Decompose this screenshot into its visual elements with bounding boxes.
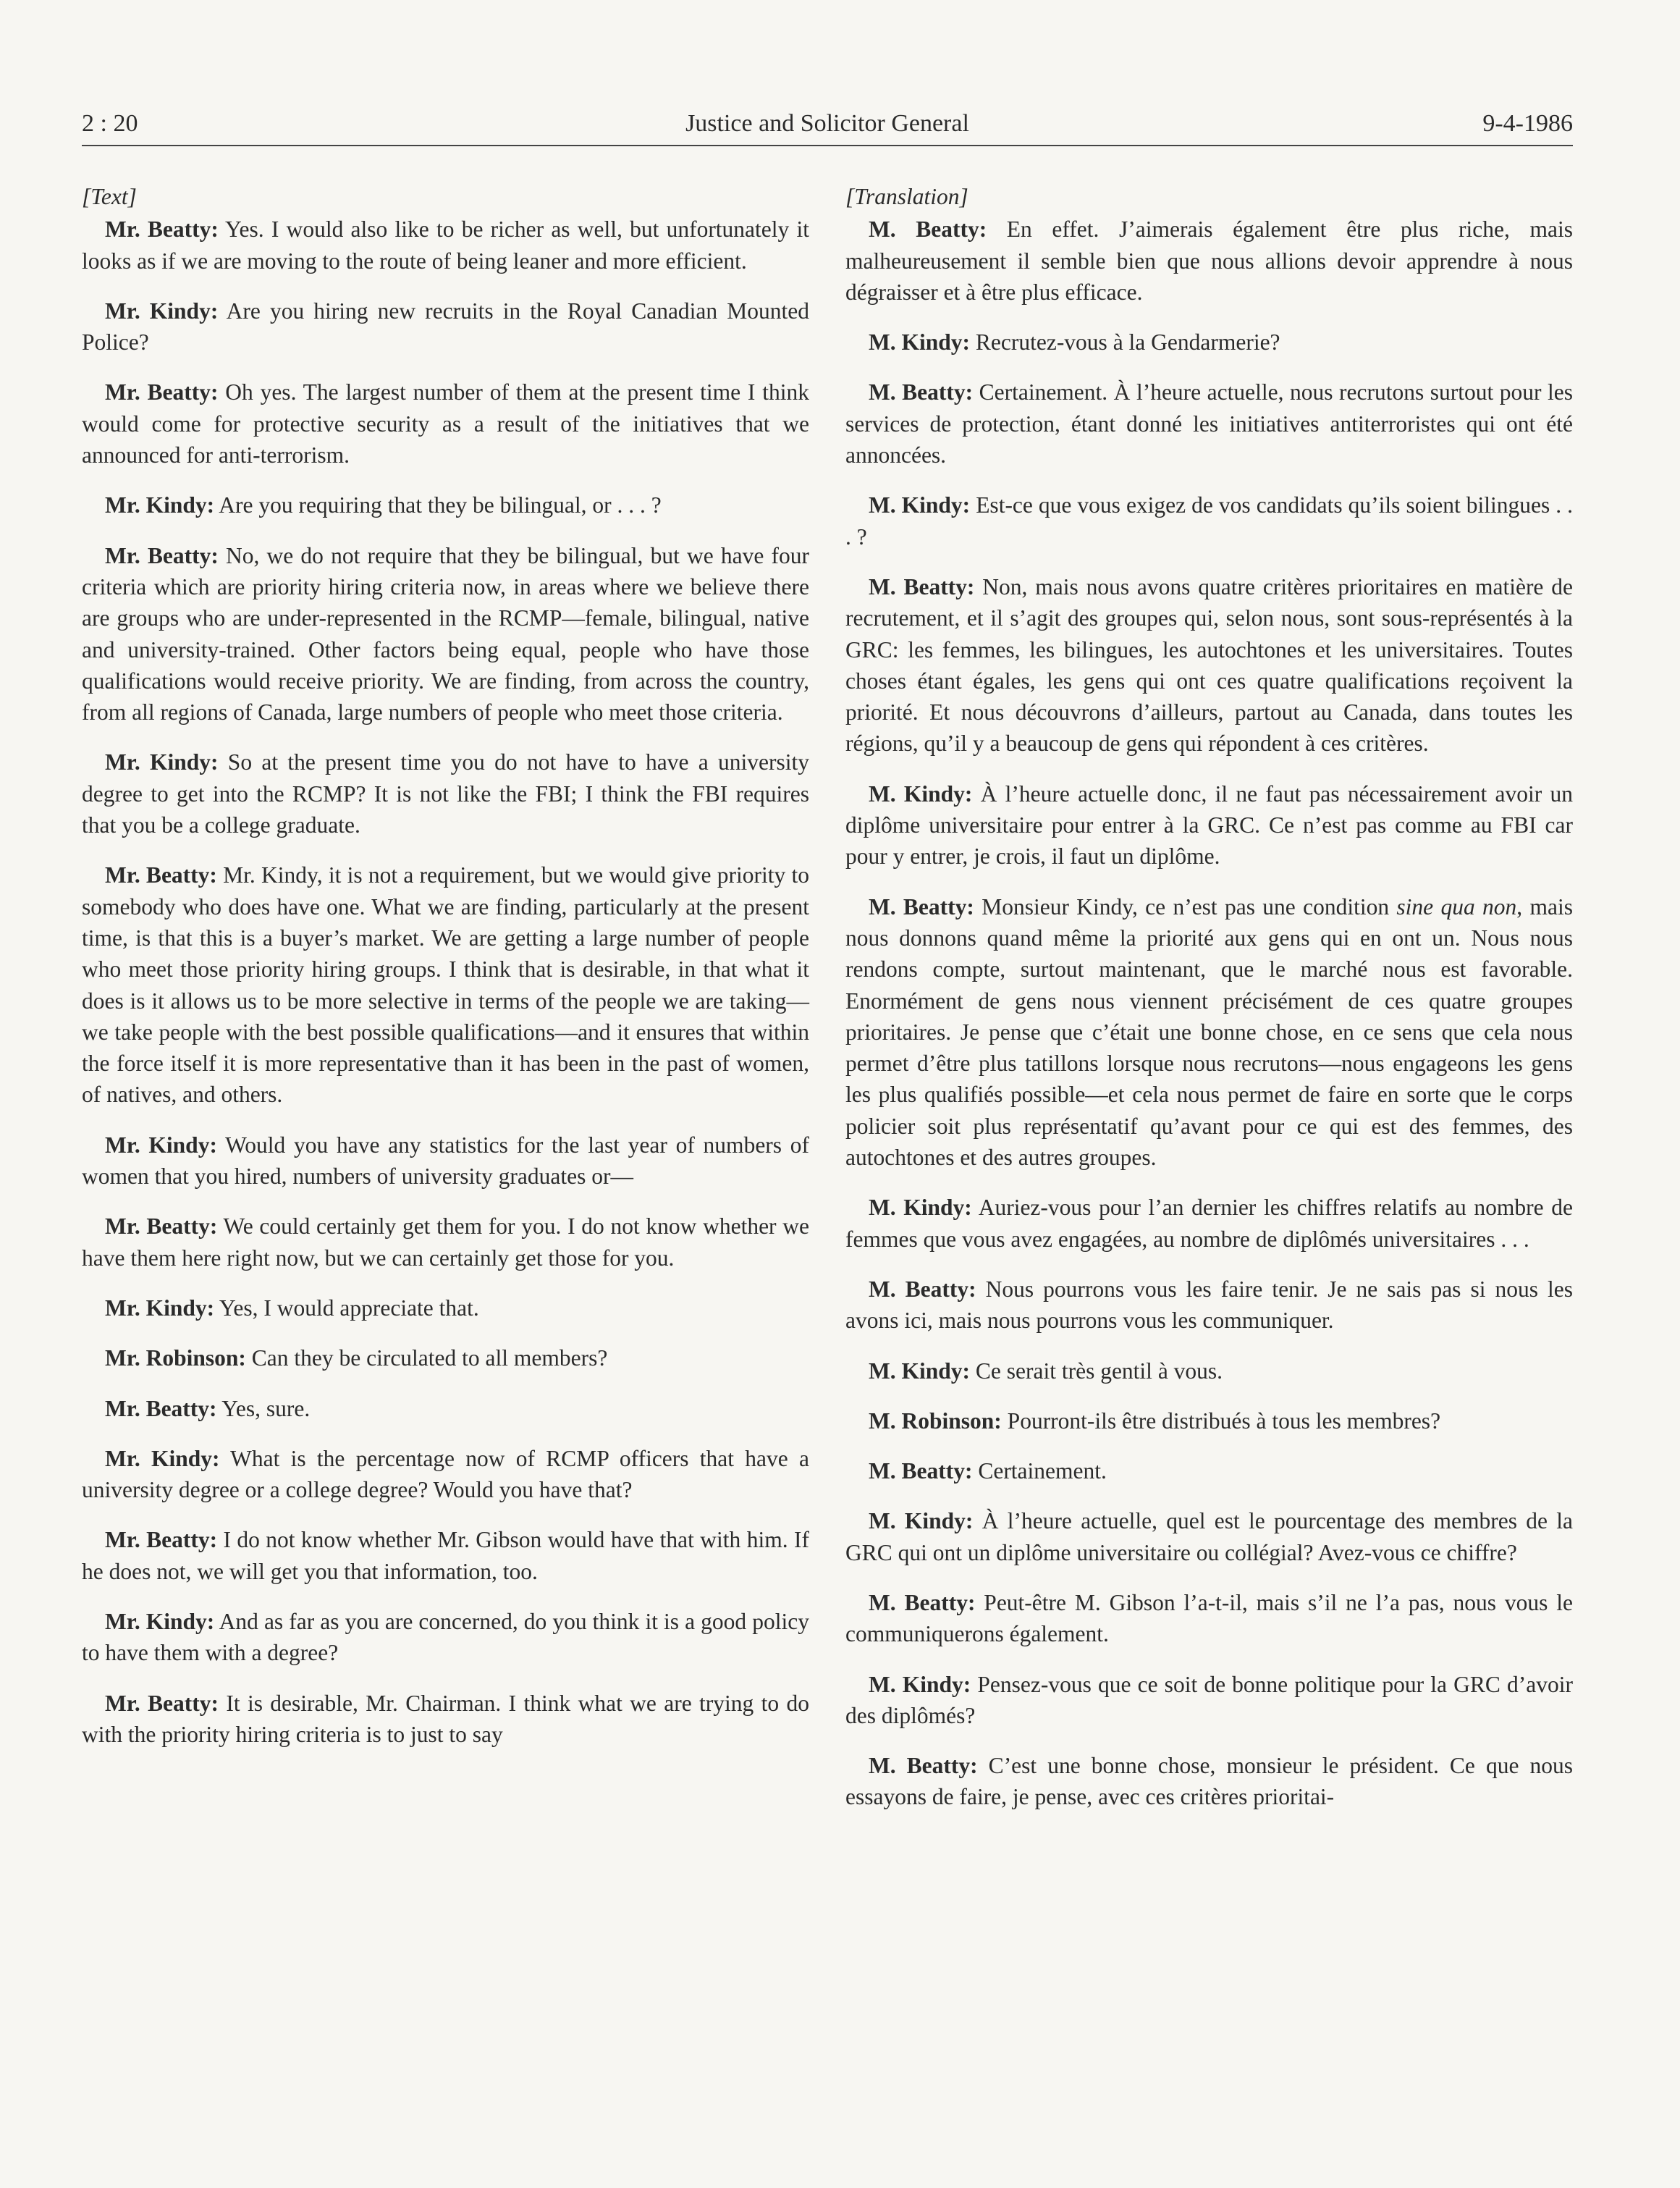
paragraph [845,778,1573,872]
paragraph [845,376,1573,471]
speech: No, we do not require that they be bilingual, but we have four criteria which are priority hiring criteria now, in areas where we believe there are groups who are under-represented in the RCMP—female, bilingual, native and university-trained. Other factors being equal, people who have those qualifications would receive priority. We are finding, from across the country, from all regions of Canada, large numbers of people who meet those criteria. [82,542,809,725]
speech: Est-ce que vous exigez de vos candidats qu’ils soient bilingues . . . ? [845,492,1574,550]
speaker: M. Kindy: [869,1358,971,1384]
speaker: Mr. Beatty: [105,1527,218,1553]
paragraph [82,1688,809,1751]
paragraph [845,1405,1573,1436]
paragraph [845,1750,1573,1813]
speech: Recrutez-vous à la Gendarmerie? [970,329,1280,355]
column-label: [Translation] [845,184,968,209]
speech: Pourront-ils être distribués à tous les membres? [1001,1408,1441,1434]
paragraph [845,1355,1573,1387]
speech: Monsieur Kindy, ce n’est pas une condition [974,893,1397,920]
speech: So at the present time you do not have to have a university degree to get into the RCMP? It is not like the FBI; I think the FBI requires that you be a college graduate. [82,749,809,838]
speech: What is the percentage now of RCMP officers that have a university degree or a college degree? Would you have that? [82,1445,809,1503]
speech: And as far as you are concerned, do you think it is a good policy to have them with a degree? [82,1608,809,1666]
speaker: Mr. Beatty: [105,379,219,405]
speech: Can they be circulated to all members? [245,1345,608,1371]
paragraph [82,746,809,841]
speech: Yes, I would appreciate that. [214,1295,479,1321]
speech: À l’heure actuelle donc, il ne faut pas nécessairement avoir un diplôme universitaire pour entrer à la GRC. Ce n’est pas comme au FBI car pour y entrer, je crois, il faut un diplôme. [845,780,1574,870]
speaker: M. Kindy: [869,329,971,355]
speaker: M. Robinson: [869,1408,1002,1434]
speech: En effet. J’aimerais également être plus riche, mais malheureusement il semble bien que nous allions devoir apprendre à nous dégraisser et à être plus efficace. [845,216,1573,305]
speaker: M. Beatty: [869,1458,973,1484]
speaker: M. Kindy: [869,492,971,518]
paragraph [82,1524,809,1587]
paragraph [845,1669,1573,1732]
paragraph [845,1274,1573,1337]
speech: Mr. Kindy, it is not a requirement, but we would give priority to somebody who does have one. What we are finding, particularly at the present time, is that this is a buyer’s market. We are getting a large number of people who meet those priority hiring groups. I think that is desirable, in that what it does is it allows us to be more selective in terms of the people we are taking—we take people with the best possible qualifications—and it ensures that within the force itself it is more representative than it has been in the past of women, of natives, and others. [82,862,809,1108]
speech: I do not know whether Mr. Gibson would have that with him. If he does not, we will get you that information, too. [82,1527,809,1584]
speaker: M. Beatty: [869,216,987,243]
paragraph [82,1606,809,1669]
speaker: M. Kindy: [869,1195,972,1221]
speech: Non, mais nous avons quatre critères prioritaires en matière de recrutement, et il s’agit des groupes qui, selon nous, sont sous-représentés à la GRC: les femmes, les bilingues, les autochtones et les universitaires. Toutes choses étant égales, les gens qui ont ces quatre qualifications reçoivent la priorité. Et nous découvrons d’ailleurs, partout au Canada, dans toutes les régions, qu’il y a beaucoup de gens qui répondent à ces critères. [845,573,1573,757]
paragraph [82,295,809,358]
speech: Yes, sure. [216,1395,311,1421]
speaker: M. Beatty: [869,1753,978,1779]
page-number: 2 : 20 [82,110,138,137]
speech: Are you hiring new recruits in the Royal Canadian Mounted Police? [82,298,809,355]
speech: Oh yes. The largest number of them at the present time I think would come for protective security as a result of the initiatives that we announced for anti-terrorism. [82,379,809,468]
speech: Would you have any statistics for the last year of numbers of women that you hired, numbers of university graduates or— [82,1132,809,1190]
header-rule [82,145,1573,146]
speaker: M. Kindy: [869,1508,974,1534]
paragraph [82,214,809,277]
paragraph [82,1393,809,1424]
paragraph [82,540,809,728]
paragraph [845,1587,1573,1650]
paragraph [845,1192,1573,1255]
paragraph [845,1455,1573,1486]
page-date: 9-4-1986 [1482,110,1573,137]
speaker: Mr. Kindy: [105,749,219,775]
paragraph [845,327,1573,358]
paragraph [845,1505,1573,1568]
speech: Peut-être M. Gibson l’a-t-il, mais s’il ne l’a pas, nous vous le communiquerons également. [845,1589,1573,1647]
speaker: M. Kindy: [869,780,973,807]
paragraph [845,891,1573,1174]
speaker: Mr. Beatty: [105,542,219,568]
speaker: M. Beatty: [869,1276,976,1302]
speech: Certainement. À l’heure actuelle, nous recrutons surtout pour les services de protection, étant donné les initiatives antiterroristes qui ont été annoncées. [845,379,1573,468]
speaker: Mr. Beatty: [105,1213,218,1240]
paragraph [82,1342,809,1373]
speech: Pensez-vous que ce soit de bonne politique pour la GRC d’avoir des diplômés? [845,1671,1573,1728]
speaker: M. Beatty: [869,379,974,405]
paragraph [82,859,809,1110]
paragraph [82,1211,809,1274]
speaker: M. Beatty: [869,1589,976,1615]
speech: Are you requiring that they be bilingual, or . . . ? [214,492,662,518]
speaker: Mr. Kindy: [105,1445,220,1471]
speech: It is desirable, Mr. Chairman. I think what we are trying to do with the priority hiring criteria is to just to say [82,1690,809,1747]
page-title: Justice and Solicitor General [685,110,969,137]
speaker: Mr. Beatty: [105,1690,219,1716]
speech: Auriez-vous pour l’an dernier les chiffres relatifs au nombre de femmes que vous avez engagées, au nombre de diplômés universitaires . . . [845,1195,1573,1252]
paragraph [82,489,809,521]
speaker: Mr. Beatty: [105,216,219,243]
speaker: Mr. Kindy: [105,1132,217,1158]
speech: C’est une bonne chose, monsieur le président. Ce que nous essayons de faire, je pense, avec ces critères prioritai- [845,1753,1573,1810]
paragraph [82,1443,809,1506]
speaker: Mr. Beatty: [105,1395,217,1421]
speech: We could certainly get them for you. I do not know whether we have them here right now, but we can certainly get those for you. [82,1213,809,1271]
speech: À l’heure actuelle, quel est le pourcentage des membres de la GRC qui ont un diplôme universitaire ou collégial? Avez-vous ce chiffre? [845,1508,1573,1565]
speech: Nous pourrons vous les faire tenir. Je ne sais pas si nous les avons ici, mais nous pourrons vous les communiquer. [845,1276,1573,1334]
french-column [845,181,1573,1832]
page-header [82,107,1573,151]
speaker: Mr. Robinson: [105,1345,246,1371]
paragraph [845,571,1573,760]
speaker: Mr. Kindy: [105,1608,215,1634]
speech: Ce serait très gentil à vous. [970,1358,1223,1384]
speaker: Mr. Kindy: [105,1295,215,1321]
column-label: [Text] [82,184,137,209]
paragraph [82,1292,809,1324]
speaker: Mr. Beatty: [105,862,217,888]
paragraph [82,1129,809,1192]
speech: Yes. I would also like to be richer as well, but unfortunately it looks as if we are moving to the route of being leaner and more efficient. [82,216,809,274]
speaker: Mr. Kindy: [105,492,215,518]
speaker: M. Beatty: [869,893,974,920]
speaker: Mr. Kindy: [105,298,219,324]
speech: , mais nous donnons quand même la priorité aux gens qui en ont un. Nous nous rendons compte, surtout maintenant, que le marché nous est favorable. Enormément de gens nous viennent précisément de ces quatre groupes prioritaires. Je pense que c’était une bonne chose, en ce sens que cela nous permet d’être plus tatillons lorsque nous recrutons—nous engageons les gens les plus qualifiés possible—et cela nous permet de faire en sorte que le corps policier soit plus représentatif qu’avant pour ce qui est des femmes, des autochtones et des autres groupes. [845,893,1573,1171]
speaker: M. Beatty: [869,573,975,599]
paragraph [845,489,1573,552]
english-column [82,181,809,1769]
paragraph [82,376,809,471]
speech: Certainement. [972,1458,1107,1484]
latin-phrase: sine qua non [1396,893,1517,920]
paragraph [845,214,1573,308]
speaker: M. Kindy: [869,1671,971,1697]
